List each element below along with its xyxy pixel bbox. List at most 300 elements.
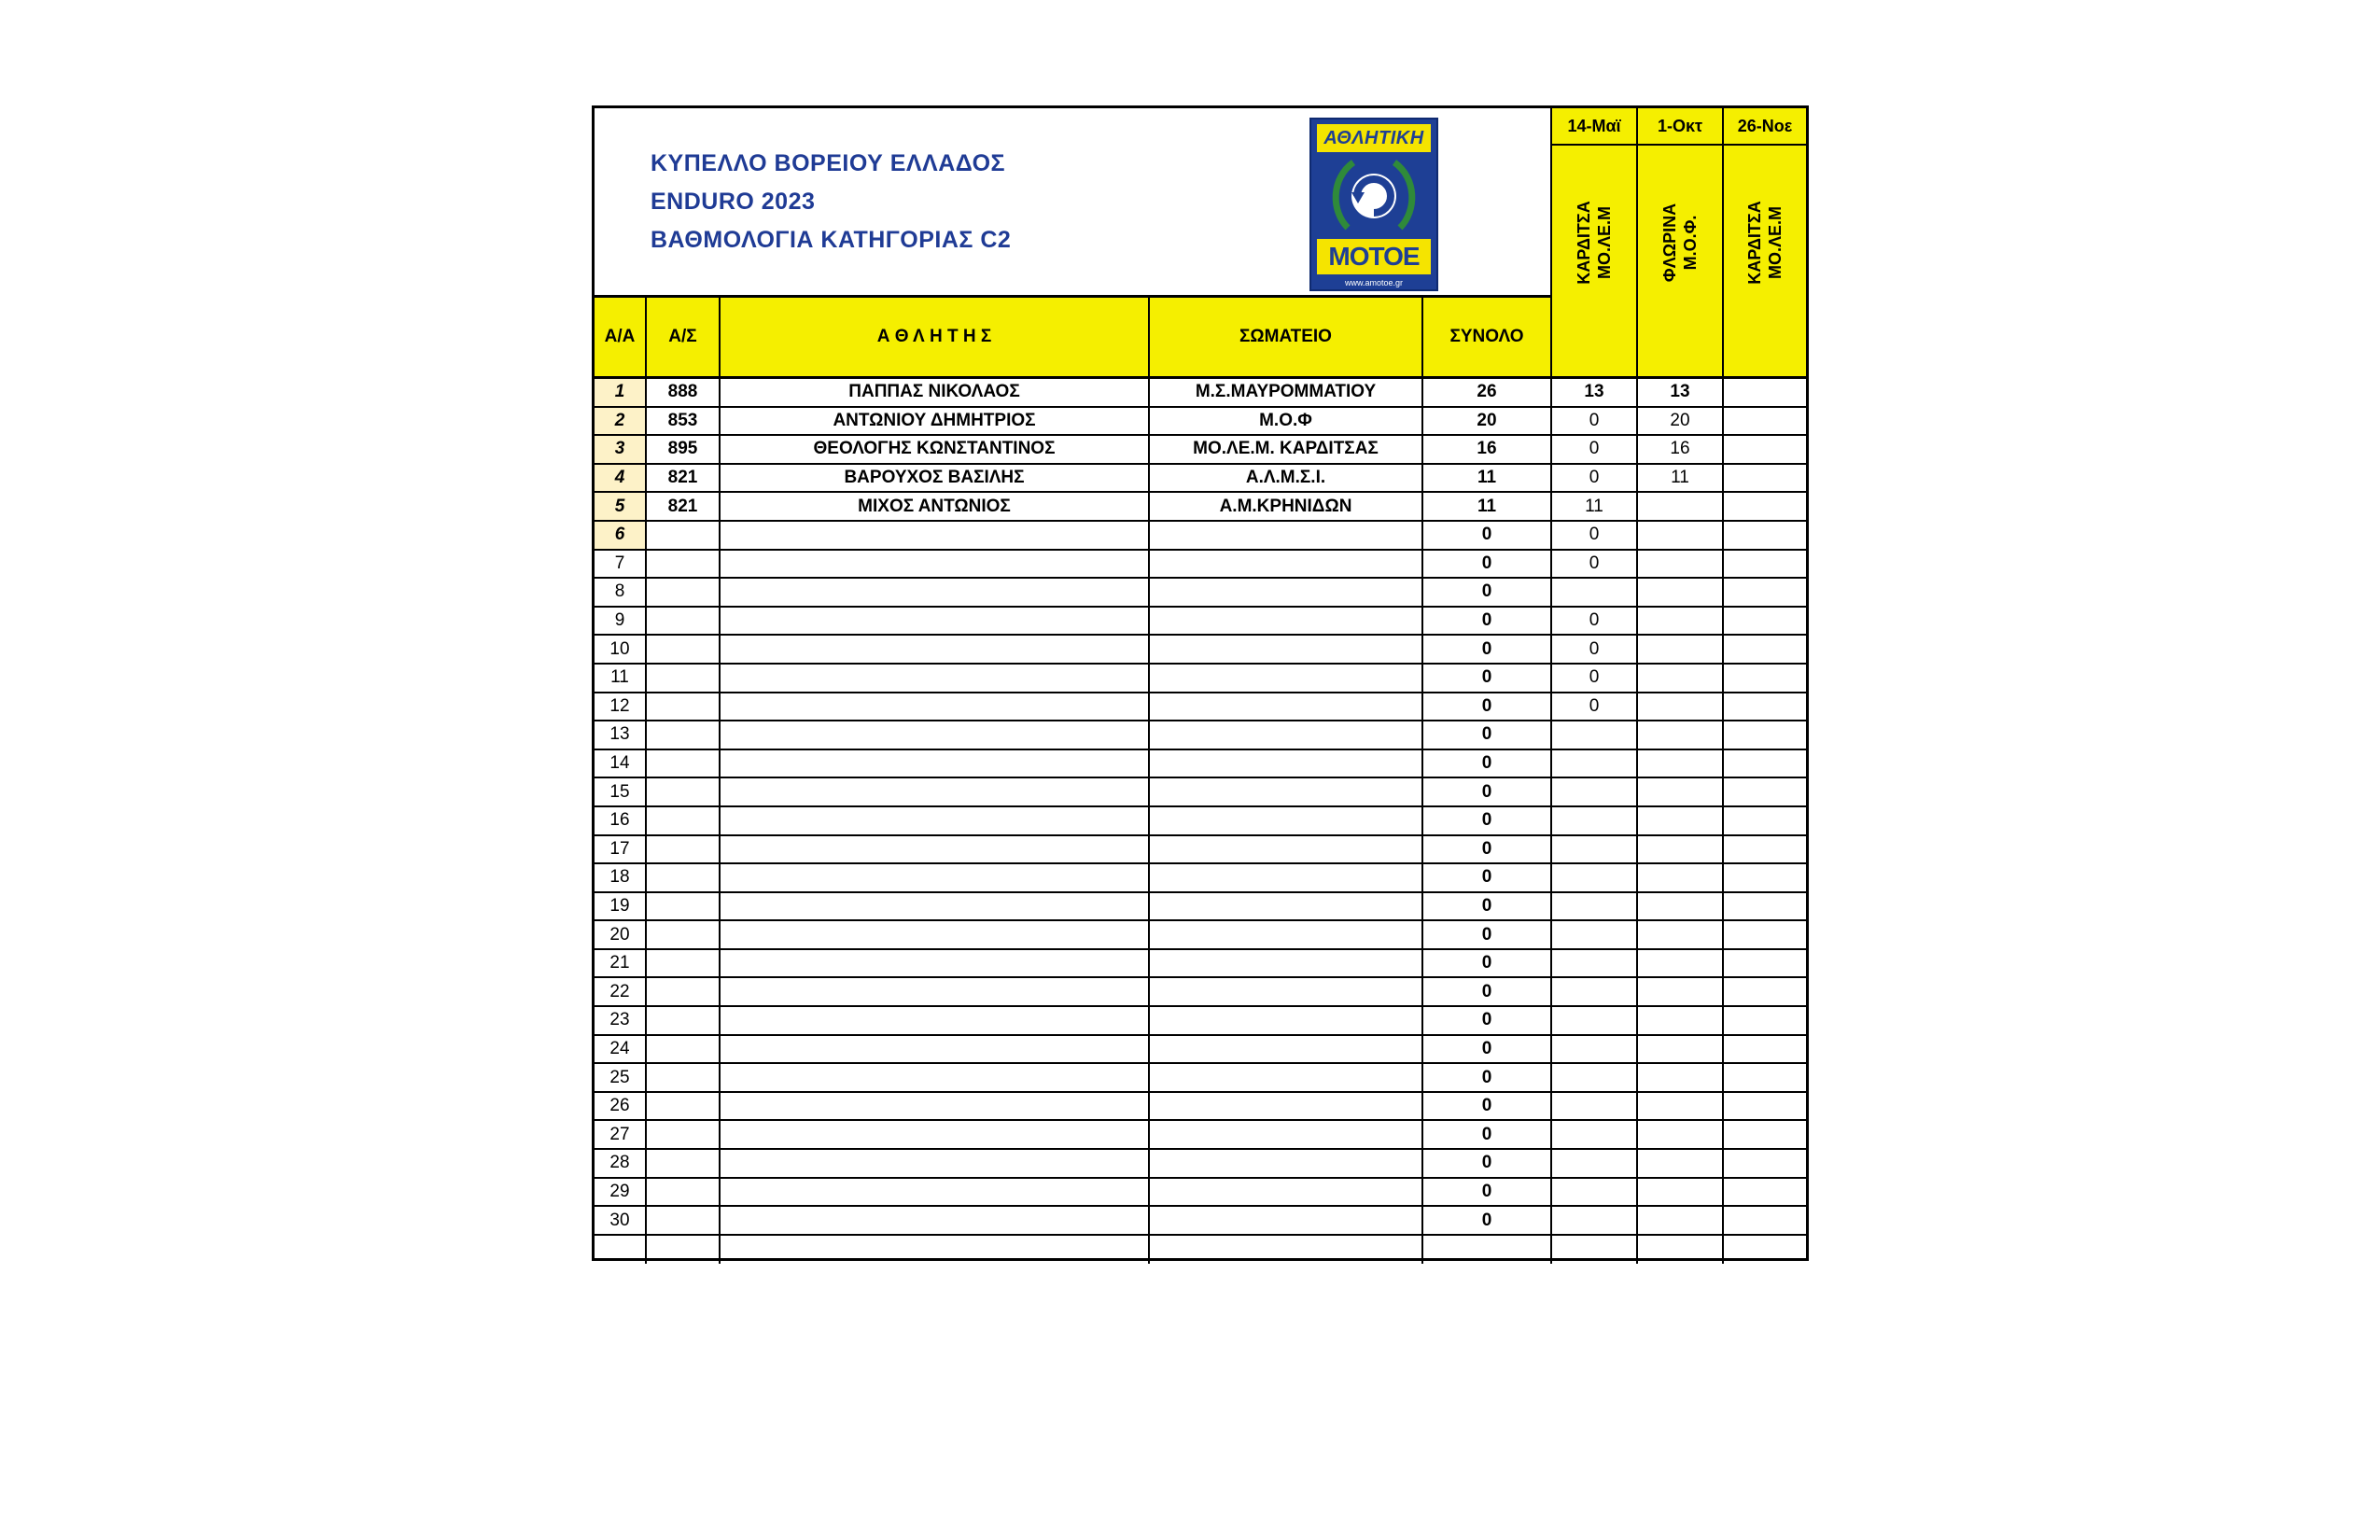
race-1-score-cell	[1552, 921, 1638, 948]
race-2-score-cell: 13	[1638, 379, 1724, 406]
athlete-cell	[721, 551, 1150, 578]
race-2-score-cell	[1638, 978, 1724, 1005]
club-cell	[1150, 1121, 1423, 1148]
race-1-score-cell	[1552, 721, 1638, 749]
race-3-score-cell	[1724, 1150, 1806, 1177]
club-cell	[1150, 579, 1423, 606]
club-cell	[1150, 721, 1423, 749]
race-3-score-cell	[1724, 693, 1806, 721]
race-1-score-cell: 0	[1552, 465, 1638, 492]
athlete-cell: ΘΕΟΛΟΓΗΣ ΚΩΝΣΤΑΝΤΙΝΟΣ	[721, 436, 1150, 463]
rank-cell: 9	[595, 608, 647, 635]
club-cell: Α.Λ.Μ.Σ.Ι.	[1150, 465, 1423, 492]
rank-cell: 7	[595, 551, 647, 578]
number-cell: 821	[647, 493, 721, 520]
race-3-score-cell	[1724, 436, 1806, 463]
club-cell	[1150, 1064, 1423, 1091]
col-club-header: ΣΩΜΑΤΕΙΟ	[1150, 298, 1423, 379]
race-1-score-cell: 0	[1552, 408, 1638, 435]
race-2-date: 1-Οκτ	[1638, 108, 1724, 146]
race-2-score-cell	[1638, 1093, 1724, 1120]
total-cell: 0	[1423, 1179, 1552, 1206]
table-row	[595, 1236, 1806, 1265]
athlete-cell	[721, 579, 1150, 606]
race-1-score-cell	[1552, 950, 1638, 977]
club-cell	[1150, 1207, 1423, 1234]
rank-cell: 14	[595, 750, 647, 777]
number-cell: 895	[647, 436, 721, 463]
athlete-cell	[721, 921, 1150, 948]
club-cell	[1150, 1007, 1423, 1034]
race-3-score-cell	[1724, 807, 1806, 834]
race-1-score-cell	[1552, 978, 1638, 1005]
athlete-cell	[721, 950, 1150, 977]
rank-cell: 1	[595, 379, 647, 406]
number-cell	[647, 1121, 721, 1148]
table-row	[595, 579, 1806, 608]
race-1-score-cell: 0	[1552, 608, 1638, 635]
race-2-score-cell	[1638, 778, 1724, 805]
athlete-cell	[721, 1179, 1150, 1206]
race-1-score-cell	[1552, 1064, 1638, 1091]
club-cell	[1150, 1036, 1423, 1063]
race-1-score-cell	[1552, 1179, 1638, 1206]
race-2-score-cell	[1638, 579, 1724, 606]
race-2-score-cell	[1638, 921, 1724, 948]
athlete-cell	[721, 1236, 1150, 1265]
club-cell	[1150, 693, 1423, 721]
rank-cell: 4	[595, 465, 647, 492]
athlete-cell	[721, 778, 1150, 805]
race-2-score-cell: 11	[1638, 465, 1724, 492]
club-cell	[1150, 1150, 1423, 1177]
total-cell: 0	[1423, 1036, 1552, 1063]
race-2-score-cell	[1638, 636, 1724, 663]
total-cell: 0	[1423, 750, 1552, 777]
rank-cell: 25	[595, 1064, 647, 1091]
athlete-cell	[721, 636, 1150, 663]
race-3-score-cell	[1724, 408, 1806, 435]
total-cell: 0	[1423, 636, 1552, 663]
athlete-cell	[721, 750, 1150, 777]
athlete-cell	[721, 1064, 1150, 1091]
race-1-score-cell	[1552, 836, 1638, 863]
race-1-score-cell	[1552, 1093, 1638, 1120]
race-2-venue: ΦΛΩΡΙΝΑ Μ.Ο.Φ.	[1660, 203, 1700, 282]
rank-cell: 15	[595, 778, 647, 805]
rank-cell: 2	[595, 408, 647, 435]
race-2-score-cell	[1638, 693, 1724, 721]
race-3-score-cell	[1724, 893, 1806, 920]
total-cell: 0	[1423, 778, 1552, 805]
race-2-score-cell	[1638, 1036, 1724, 1063]
table-row	[595, 551, 1806, 580]
table-row	[595, 436, 1806, 465]
total-cell	[1423, 1236, 1552, 1265]
table-row	[595, 1064, 1806, 1093]
race-3-score-cell	[1724, 493, 1806, 520]
athlete-cell	[721, 1007, 1150, 1034]
athlete-cell	[721, 1036, 1150, 1063]
race-2-score-cell	[1638, 893, 1724, 920]
table-row	[595, 1179, 1806, 1208]
race-2-score-cell	[1638, 493, 1724, 520]
race-1-score-cell	[1552, 750, 1638, 777]
rank-cell	[595, 1236, 647, 1265]
table-row	[595, 921, 1806, 950]
rank-cell: 27	[595, 1121, 647, 1148]
race-3-score-cell	[1724, 1236, 1806, 1265]
race-3-score-cell	[1724, 978, 1806, 1005]
race-1-score-cell	[1552, 778, 1638, 805]
race-1-score-cell	[1552, 807, 1638, 834]
race-1-score-cell: 13	[1552, 379, 1638, 406]
club-cell	[1150, 836, 1423, 863]
total-cell: 0	[1423, 1121, 1552, 1148]
standings-rows	[595, 379, 1806, 1264]
race-3-score-cell	[1724, 665, 1806, 692]
race-2-score-cell	[1638, 750, 1724, 777]
race-1-venue-header	[1552, 146, 1638, 379]
number-cell	[647, 1007, 721, 1034]
race-2-score-cell	[1638, 522, 1724, 549]
race-2-score-cell	[1638, 1179, 1724, 1206]
rank-cell: 19	[595, 893, 647, 920]
club-cell	[1150, 1179, 1423, 1206]
table-row	[595, 1121, 1806, 1150]
race-3-score-cell	[1724, 1064, 1806, 1091]
athlete-cell	[721, 978, 1150, 1005]
number-cell	[647, 836, 721, 863]
rank-cell: 22	[595, 978, 647, 1005]
table-row	[595, 608, 1806, 637]
table-row	[595, 636, 1806, 665]
col-rank-header: Α/Α	[595, 298, 647, 379]
race-1-score-cell	[1552, 893, 1638, 920]
table-row	[595, 408, 1806, 437]
race-3-score-cell	[1724, 608, 1806, 635]
title-block	[595, 108, 1552, 298]
rank-cell: 20	[595, 921, 647, 948]
club-cell	[1150, 921, 1423, 948]
race-2-score-cell	[1638, 1150, 1724, 1177]
race-2-score-cell	[1638, 1236, 1724, 1265]
athlete-cell	[721, 864, 1150, 891]
total-cell: 0	[1423, 522, 1552, 549]
club-cell	[1150, 1093, 1423, 1120]
club-cell: Μ.Σ.ΜΑΥΡΟΜΜΑΤΙΟΥ	[1150, 379, 1423, 406]
race-3-score-cell	[1724, 750, 1806, 777]
athlete-cell	[721, 1093, 1150, 1120]
race-3-score-cell	[1724, 1093, 1806, 1120]
total-cell: 0	[1423, 665, 1552, 692]
logo-text: ΜΟΤΟΕ	[1317, 239, 1431, 274]
number-cell	[647, 978, 721, 1005]
table-row	[595, 665, 1806, 693]
number-cell	[647, 1064, 721, 1091]
race-3-score-cell	[1724, 1207, 1806, 1234]
race-1-score-cell	[1552, 1207, 1638, 1234]
table-row	[595, 465, 1806, 494]
total-cell: 0	[1423, 1093, 1552, 1120]
number-cell	[647, 551, 721, 578]
race-2-score-cell	[1638, 950, 1724, 977]
race-1-score-cell: 0	[1552, 665, 1638, 692]
race-2-score-cell	[1638, 807, 1724, 834]
number-cell	[647, 636, 721, 663]
race-3-venue: ΚΑΡΔΙΤΣΑ ΜΟ.ΛΕ.Μ	[1745, 201, 1785, 285]
table-row	[595, 721, 1806, 750]
table-row	[595, 778, 1806, 807]
rank-cell: 6	[595, 522, 647, 549]
club-cell	[1150, 551, 1423, 578]
race-1-date: 14-Μαϊ	[1552, 108, 1638, 146]
table-row	[595, 522, 1806, 551]
race-2-venue-header	[1638, 146, 1724, 379]
number-cell	[647, 693, 721, 721]
race-2-score-cell: 16	[1638, 436, 1724, 463]
logo-banner: ΑΘΛΗΤΙΚΗ	[1317, 124, 1431, 152]
number-cell	[647, 1093, 721, 1120]
athlete-cell	[721, 665, 1150, 692]
race-2-score-cell: 20	[1638, 408, 1724, 435]
race-1-score-cell	[1552, 1036, 1638, 1063]
number-cell	[647, 579, 721, 606]
rank-cell: 3	[595, 436, 647, 463]
table-row	[595, 1150, 1806, 1179]
race-1-score-cell	[1552, 1007, 1638, 1034]
total-cell: 16	[1423, 436, 1552, 463]
total-cell: 26	[1423, 379, 1552, 406]
total-cell: 0	[1423, 893, 1552, 920]
race-1-venue: ΚΑΡΔΙΤΣΑ ΜΟ.ΛΕ.Μ	[1575, 201, 1614, 285]
athlete-cell	[721, 693, 1150, 721]
table-row	[595, 1036, 1806, 1065]
athlete-cell	[721, 721, 1150, 749]
table-row	[595, 750, 1806, 779]
rank-cell: 28	[595, 1150, 647, 1177]
standings-sheet	[592, 105, 1809, 1261]
table-row	[595, 379, 1806, 408]
race-1-score-cell: 0	[1552, 551, 1638, 578]
athlete-cell: ΠΑΠΠΑΣ ΝΙΚΟΛΑΟΣ	[721, 379, 1150, 406]
total-cell: 0	[1423, 551, 1552, 578]
race-2-score-cell	[1638, 721, 1724, 749]
table-row	[595, 1093, 1806, 1122]
club-cell	[1150, 608, 1423, 635]
table-row	[595, 493, 1806, 522]
race-1-score-cell	[1552, 579, 1638, 606]
number-cell: 853	[647, 408, 721, 435]
rank-cell: 10	[595, 636, 647, 663]
rank-cell: 21	[595, 950, 647, 977]
number-cell	[647, 1036, 721, 1063]
rank-cell: 18	[595, 864, 647, 891]
total-cell: 0	[1423, 921, 1552, 948]
total-cell: 20	[1423, 408, 1552, 435]
race-1-score-cell: 0	[1552, 436, 1638, 463]
club-cell	[1150, 636, 1423, 663]
number-cell	[647, 950, 721, 977]
event-title: ENDURO 2023	[651, 189, 816, 215]
number-cell	[647, 665, 721, 692]
rank-cell: 24	[595, 1036, 647, 1063]
race-2-score-cell	[1638, 1121, 1724, 1148]
number-cell	[647, 921, 721, 948]
athlete-cell	[721, 522, 1150, 549]
total-cell: 11	[1423, 465, 1552, 492]
total-cell: 0	[1423, 1064, 1552, 1091]
table-row	[595, 807, 1806, 836]
rank-cell: 17	[595, 836, 647, 863]
athlete-cell: ΑΝΤΩΝΙΟΥ ΔΗΜΗΤΡΙΟΣ	[721, 408, 1150, 435]
race-3-score-cell	[1724, 921, 1806, 948]
race-3-score-cell	[1724, 1121, 1806, 1148]
rank-cell: 8	[595, 579, 647, 606]
club-cell: Μ.Ο.Φ	[1150, 408, 1423, 435]
race-2-score-cell	[1638, 551, 1724, 578]
table-row	[595, 1007, 1806, 1036]
total-cell: 0	[1423, 836, 1552, 863]
race-3-score-cell	[1724, 522, 1806, 549]
race-2-score-cell	[1638, 665, 1724, 692]
race-3-score-cell	[1724, 721, 1806, 749]
number-cell	[647, 1179, 721, 1206]
total-cell: 0	[1423, 950, 1552, 977]
col-total-header: ΣΥΝΟΛΟ	[1423, 298, 1552, 379]
rank-cell: 16	[595, 807, 647, 834]
race-1-score-cell	[1552, 1236, 1638, 1265]
number-cell	[647, 864, 721, 891]
table-row	[595, 1207, 1806, 1236]
rank-cell: 5	[595, 493, 647, 520]
total-cell: 0	[1423, 978, 1552, 1005]
athlete-cell: ΜΙΧΟΣ ΑΝΤΩΝΙΟΣ	[721, 493, 1150, 520]
rank-cell: 23	[595, 1007, 647, 1034]
club-cell	[1150, 950, 1423, 977]
race-3-score-cell	[1724, 1007, 1806, 1034]
laurel-wreath-icon	[1329, 155, 1419, 239]
athlete-cell	[721, 608, 1150, 635]
race-2-score-cell	[1638, 608, 1724, 635]
rank-cell: 13	[595, 721, 647, 749]
race-3-score-cell	[1724, 579, 1806, 606]
number-cell	[647, 721, 721, 749]
rank-cell: 26	[595, 1093, 647, 1120]
race-3-score-cell	[1724, 778, 1806, 805]
total-cell: 0	[1423, 721, 1552, 749]
race-1-score-cell	[1552, 1150, 1638, 1177]
number-cell	[647, 1207, 721, 1234]
club-cell	[1150, 893, 1423, 920]
rank-cell: 12	[595, 693, 647, 721]
total-cell: 0	[1423, 807, 1552, 834]
number-cell	[647, 893, 721, 920]
table-row	[595, 893, 1806, 922]
race-2-score-cell	[1638, 1207, 1724, 1234]
table-row	[595, 950, 1806, 979]
race-3-date: 26-Νοε	[1724, 108, 1806, 146]
rank-cell: 29	[595, 1179, 647, 1206]
race-3-venue-header	[1724, 146, 1806, 379]
cup-title: ΚΥΠΕΛΛΟ ΒΟΡΕΙΟΥ ΕΛΛΑΔΟΣ	[651, 150, 1006, 176]
club-cell	[1150, 978, 1423, 1005]
total-cell: 0	[1423, 608, 1552, 635]
race-1-score-cell	[1552, 1121, 1638, 1148]
col-number-header: Α/Σ	[647, 298, 721, 379]
club-cell	[1150, 665, 1423, 692]
number-cell	[647, 522, 721, 549]
club-cell	[1150, 807, 1423, 834]
club-cell: ΜΟ.ΛΕ.Μ. ΚΑΡΔΙΤΣΑΣ	[1150, 436, 1423, 463]
athlete-cell	[721, 836, 1150, 863]
race-2-score-cell	[1638, 1007, 1724, 1034]
athlete-cell	[721, 1150, 1150, 1177]
athlete-cell	[721, 807, 1150, 834]
athlete-cell	[721, 1121, 1150, 1148]
race-3-score-cell	[1724, 1179, 1806, 1206]
number-cell	[647, 608, 721, 635]
club-cell	[1150, 778, 1423, 805]
race-1-score-cell: 11	[1552, 493, 1638, 520]
race-1-score-cell: 0	[1552, 522, 1638, 549]
table-row	[595, 836, 1806, 865]
total-cell: 0	[1423, 1207, 1552, 1234]
athlete-cell: ΒΑΡΟΥΧΟΣ ΒΑΣΙΛΗΣ	[721, 465, 1150, 492]
race-1-score-cell: 0	[1552, 693, 1638, 721]
number-cell	[647, 807, 721, 834]
race-2-score-cell	[1638, 836, 1724, 863]
total-cell: 0	[1423, 579, 1552, 606]
table-row	[595, 693, 1806, 722]
club-cell	[1150, 522, 1423, 549]
race-3-score-cell	[1724, 379, 1806, 406]
rank-cell: 30	[595, 1207, 647, 1234]
race-3-score-cell	[1724, 836, 1806, 863]
number-cell	[647, 1236, 721, 1265]
athlete-cell	[721, 893, 1150, 920]
race-3-score-cell	[1724, 1036, 1806, 1063]
number-cell	[647, 750, 721, 777]
table-row	[595, 978, 1806, 1007]
race-1-score-cell: 0	[1552, 636, 1638, 663]
club-cell: Α.Μ.ΚΡΗΝΙΔΩΝ	[1150, 493, 1423, 520]
total-cell: 11	[1423, 493, 1552, 520]
total-cell: 0	[1423, 1007, 1552, 1034]
number-cell: 888	[647, 379, 721, 406]
category-title: ΒΑΘΜΟΛΟΓΙΑ ΚΑΤΗΓΟΡΙΑΣ C2	[651, 227, 1012, 253]
race-3-score-cell	[1724, 551, 1806, 578]
total-cell: 0	[1423, 864, 1552, 891]
rank-cell: 11	[595, 665, 647, 692]
race-3-score-cell	[1724, 864, 1806, 891]
race-3-score-cell	[1724, 636, 1806, 663]
club-cell	[1150, 1236, 1423, 1265]
club-cell	[1150, 864, 1423, 891]
athlitiki-motoe-logo	[1309, 118, 1438, 291]
number-cell: 821	[647, 465, 721, 492]
number-cell	[647, 1150, 721, 1177]
race-2-score-cell	[1638, 1064, 1724, 1091]
race-3-score-cell	[1724, 950, 1806, 977]
club-cell	[1150, 750, 1423, 777]
number-cell	[647, 778, 721, 805]
col-athlete-header: Α Θ Λ Η Τ Η Σ	[721, 298, 1150, 379]
race-2-score-cell	[1638, 864, 1724, 891]
race-1-score-cell	[1552, 864, 1638, 891]
total-cell: 0	[1423, 1150, 1552, 1177]
logo-url: www.amotoe.gr	[1344, 278, 1404, 287]
